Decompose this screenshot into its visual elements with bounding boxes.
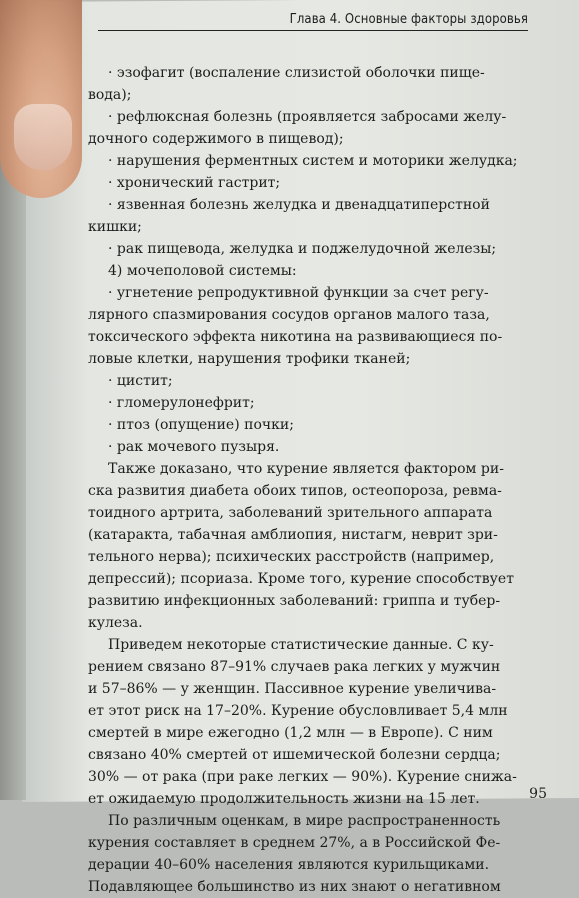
- text-line: токсического эффекта никотина на развивающиеся по-: [88, 329, 503, 345]
- text-line: тоидного артрита, заболеваний зрительного аппарата: [88, 505, 493, 521]
- text-line: депрессий); псориаза. Кроме того, курение способствует: [88, 571, 514, 587]
- running-header: [98, 12, 528, 31]
- text-line: Также доказано, что курение является фактором ри-: [108, 461, 504, 477]
- text-line: вода);: [88, 87, 132, 103]
- text-line: · рак пищевода, желудка и поджелудочной железы;: [108, 241, 497, 257]
- text-line: ет ожидаемую продолжительность жизни на 15 лет.: [88, 791, 480, 807]
- text-line: · гломерулонефрит;: [108, 395, 255, 411]
- fingernail: [14, 104, 72, 170]
- text-line: · угнетение репродуктивной функции за счет регу-: [108, 285, 489, 301]
- text-line: тельного нерва); психических расстройств (например,: [88, 549, 495, 565]
- page-body: [88, 62, 523, 898]
- text-line: развитию инфекционных заболеваний: гриппа и тубер-: [88, 593, 501, 609]
- text-line: 4) мочеполовой системы:: [108, 263, 297, 279]
- text-line: · хронический гастрит;: [108, 175, 281, 191]
- text-line: дочного содержимого в пищевод);: [88, 131, 344, 147]
- text-line: лярного спазмирования сосудов органов малого таза,: [88, 307, 490, 323]
- text-line: (катаракта, табачная амблиопия, нистагм, неврит зри-: [88, 527, 498, 543]
- text-line: · птоз (опущение) почки;: [108, 417, 294, 433]
- text-line: Приведем некоторые статистические данные. С ку-: [108, 637, 494, 653]
- text-line: дерации 40–60% населения являются курильщиками.: [88, 857, 490, 873]
- text-line: Подавляющее большинство из них знают о негативном: [88, 879, 501, 895]
- chapter-title: Глава 4. Основные факторы здоровья: [289, 12, 528, 27]
- text-line: ска развития диабета обоих типов, остеопороза, ревма-: [88, 483, 502, 499]
- text-line: кулеза.: [88, 615, 143, 631]
- text-line: рением связано 87–91% случаев рака легких у мужчин: [88, 659, 501, 675]
- text-line: ловые клетки, нарушения трофики тканей;: [88, 351, 411, 367]
- text-line: По различным оценкам, в мире распространенность: [108, 813, 501, 829]
- text-line: · язвенная болезнь желудка и двенадцатиперстной: [108, 197, 490, 213]
- text-line: · рак мочевого пузыря.: [108, 439, 280, 455]
- text-line: · рефлюксная болезнь (проявляется забросами желу-: [108, 109, 507, 125]
- text-line: · эзофагит (воспаление слизистой оболочки пище-: [108, 65, 485, 81]
- text-line: связано 40% смертей от ишемической болезни сердца;: [88, 747, 501, 763]
- text-line: · нарушения ферментных систем и моторики желудка;: [108, 153, 518, 169]
- text-line: 30% — от рака (при раке легких — 90%). Курение снижа-: [88, 769, 517, 785]
- text-line: ет этот риск на 17–20%. Курение обусловливает 5,4 млн: [88, 703, 508, 719]
- thumb-finger: [0, 0, 82, 198]
- text-line: · цистит;: [108, 373, 173, 389]
- text-line: курения составляет в среднем 27%, а в Российской Фе-: [88, 835, 501, 851]
- text-line: смертей в мире ежегодно (1,2 млн — в Европе). С ним: [88, 725, 493, 741]
- page-number: 95: [529, 786, 547, 802]
- text-line: и 57–86% — у женщин. Пассивное курение увеличива-: [88, 681, 497, 697]
- text-line: кишки;: [88, 219, 142, 235]
